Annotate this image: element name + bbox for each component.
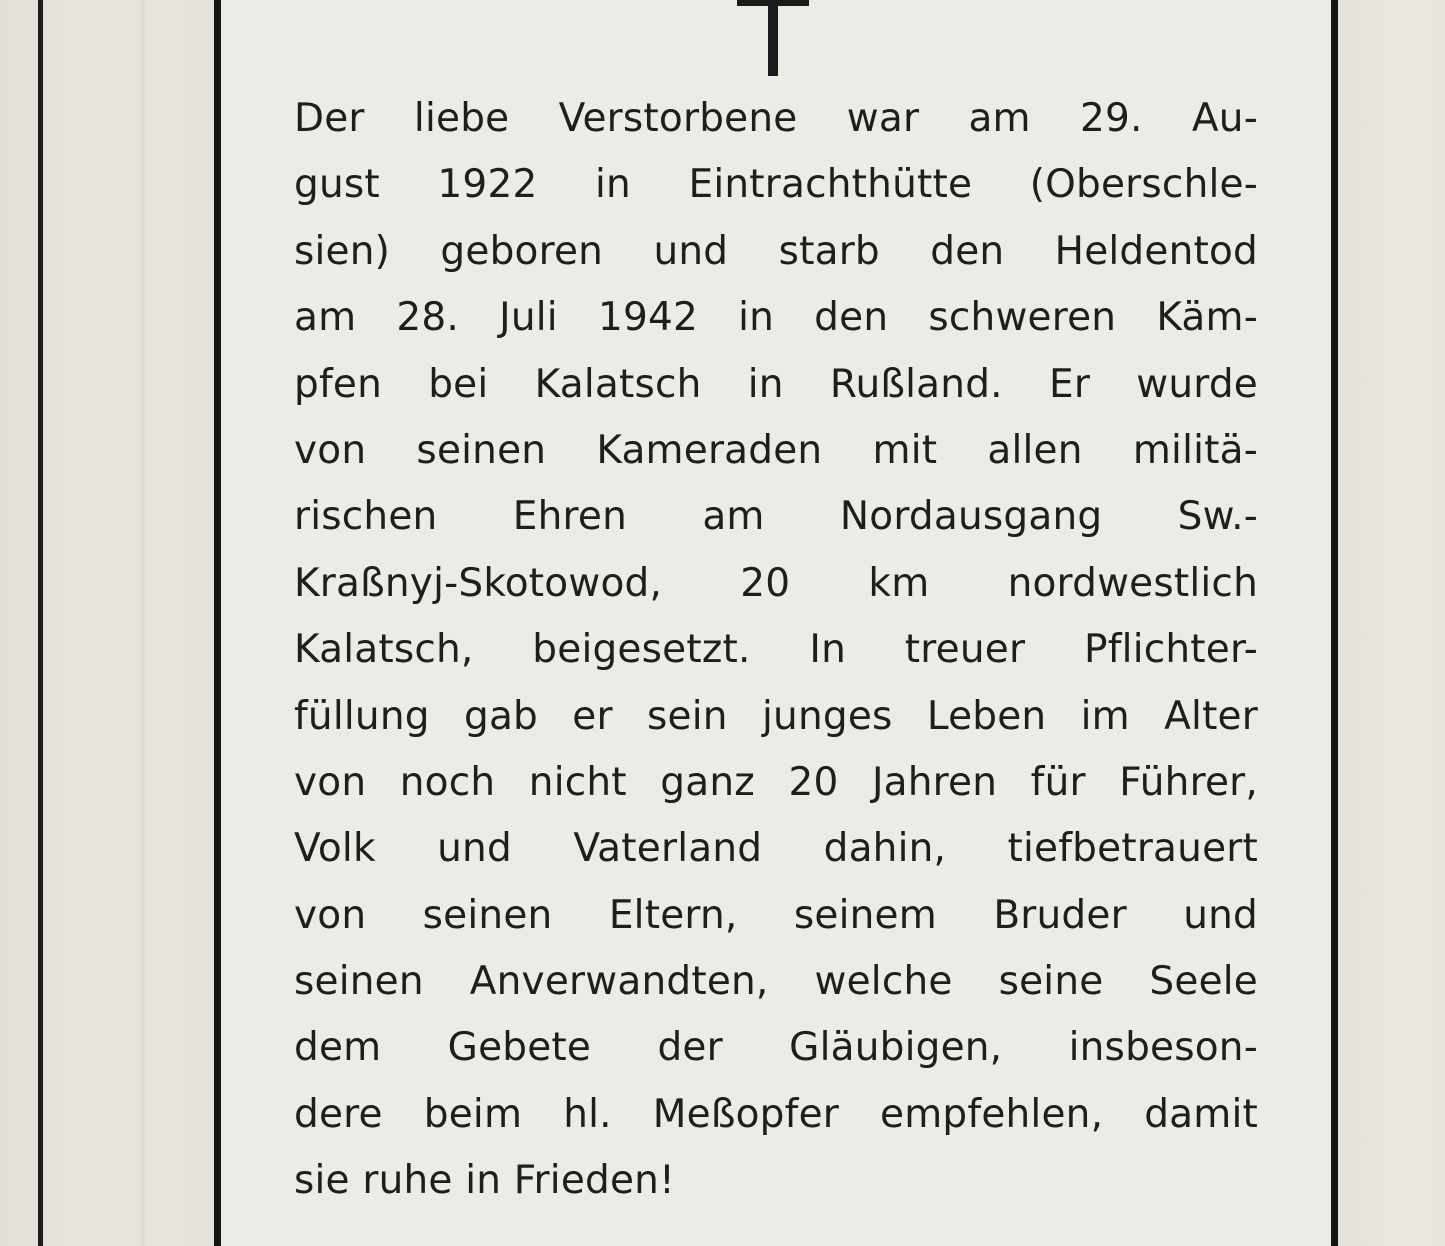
paper-crease [140, 0, 146, 1246]
text-line: dem Gebete der Gläubigen, insbeson- [294, 1025, 1258, 1071]
text-line: Kraßnyj-Skotowod, 20 km nordwestlich [294, 560, 1258, 606]
obituary-text [294, 86, 1258, 1215]
text-line: sien) geboren und starb den Heldentod [294, 228, 1258, 274]
text-line: von seinen Kameraden mit allen militä- [294, 427, 1258, 473]
cross-post [768, 0, 778, 76]
left-border-line [38, 0, 43, 1246]
cross-icon [737, 0, 809, 78]
text-line: seinen Anverwandten, welche seine Seele [294, 959, 1258, 1005]
text-line: Kalatsch, beigesetzt. In treuer Pflichter- [294, 627, 1258, 673]
text-line: füllung gab er sein junges Leben im Alter [294, 693, 1258, 739]
text-line: von noch nicht ganz 20 Jahren für Führer, [294, 759, 1258, 805]
text-line: sie ruhe in Frieden! [294, 1158, 675, 1204]
text-line: Volk und Vaterland dahin, tiefbetrauert [294, 826, 1258, 872]
text-line: von seinen Eltern, seinem Bruder und [294, 892, 1258, 938]
text-line: pfen bei Kalatsch in Rußland. Er wurde [294, 361, 1258, 407]
text-line: gust 1922 in Eintrachthütte (Oberschle- [294, 162, 1258, 208]
left-card-panel [0, 0, 214, 1246]
text-line: rischen Ehren am Nordausgang Sw.- [294, 494, 1258, 540]
text-line: dere beim hl. Meßopfer empfehlen, damit [294, 1091, 1258, 1137]
text-line: Der liebe Verstorbene war am 29. Au- [294, 96, 1258, 141]
right-card-panel [1338, 0, 1445, 1246]
text-line: am 28. Juli 1942 in den schweren Käm- [294, 295, 1258, 341]
